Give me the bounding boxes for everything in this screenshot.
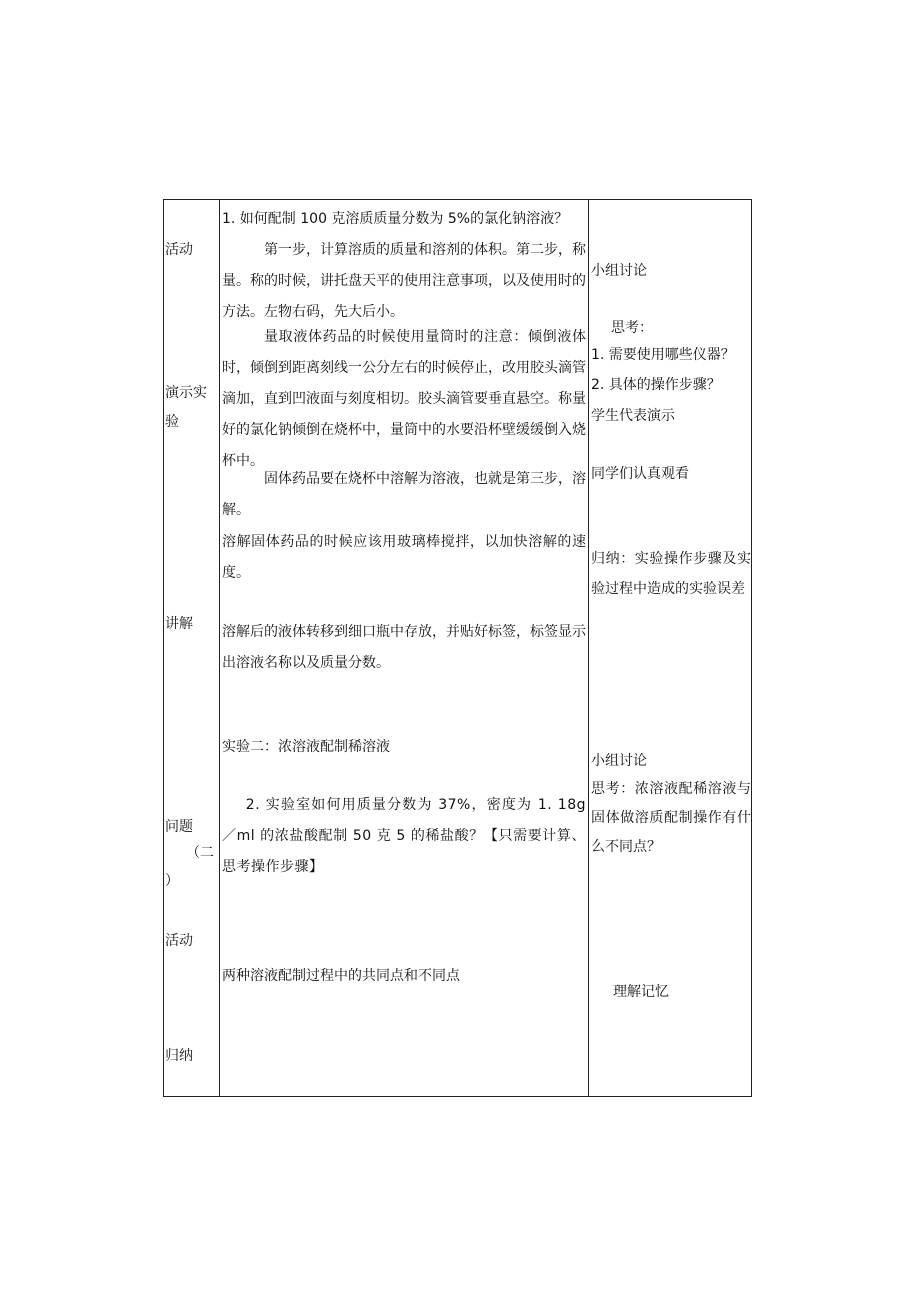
summary-paragraph: 归纳：实验操作步骤及实验过程中造成的实验误差 — [591, 551, 751, 597]
question-label-end: ） — [165, 873, 179, 889]
watch-text: 同学们认真观看 — [591, 466, 689, 482]
explain-label: 讲解 — [165, 616, 193, 632]
question-label-cont: （二 — [186, 845, 214, 861]
column-divider — [588, 200, 589, 1096]
summary-label: 归纳 — [165, 1048, 193, 1064]
think-paragraph-2: 思考：浓溶液配稀溶液与固体做溶质配制操作有什么不同点？ — [591, 781, 751, 855]
student-demo: 学生代表演示 — [591, 408, 675, 424]
experiment-2-title: 实验二：浓溶液配制稀溶液 — [222, 739, 390, 755]
group-discussion: 小组讨论 — [591, 263, 647, 279]
question-2: 2. 实验室如何用质量分数为 37%，密度为 1. 18g／ml 的浓盐酸配制 50 克 5 的稀盐酸？【只需要计算、思考操作步骤】 — [222, 797, 586, 875]
group-discussion-2: 小组讨论 — [591, 753, 647, 769]
activity-label: 活动 — [165, 242, 193, 258]
question-label: 问题 — [165, 819, 193, 835]
question-1: 1. 如何配制 100 克溶质质量分数为 5%的氯化钠溶液？ — [222, 211, 569, 227]
measure-paragraph: 量取液体药品的时候使用量筒时的注意：倾倒液体时，倾倒到距离刻线一公分左右的时候停止，改用胶头滴管滴加，直到凹液面与刻度相切。胶头滴管要垂直悬空。称量好的氯化钠倾倒在烧杯中，量筒中的水要沿杯壁缓缓倒入烧杯中。 — [222, 329, 586, 469]
memorize-text: 理解记忆 — [613, 984, 669, 1000]
store-paragraph: 溶解后的液体转移到细口瓶中存放，并贴好标签，标签显示出溶液名称以及质量分数。 — [222, 624, 586, 671]
activity-label-2: 活动 — [165, 933, 193, 949]
step-paragraph: 第一步，计算溶质的质量和溶剂的体积。第二步，称量。称的时候，讲托盘天平的使用注意事项，以及使用时的方法。左物右码，先大后小。 — [222, 242, 586, 320]
compare-text: 两种溶液配制过程中的共同点和不同点 — [222, 968, 460, 984]
stir-paragraph: 溶解固体药品的时候应该用玻璃棒搅拌，以加快溶解的速度。 — [222, 534, 586, 581]
think-question-1: 1. 需要使用哪些仪器？ — [591, 347, 735, 363]
lesson-plan-table — [163, 199, 752, 1097]
think-label: 思考： — [611, 320, 653, 336]
dissolve-paragraph: 固体药品要在烧杯中溶解为溶液，也就是第三步，溶解。 — [222, 471, 586, 518]
demo-label-cont: 验 — [165, 414, 179, 430]
column-divider — [219, 200, 220, 1096]
demo-label: 演示实 — [165, 385, 207, 401]
think-question-2: 2. 具体的操作步骤？ — [591, 377, 721, 393]
